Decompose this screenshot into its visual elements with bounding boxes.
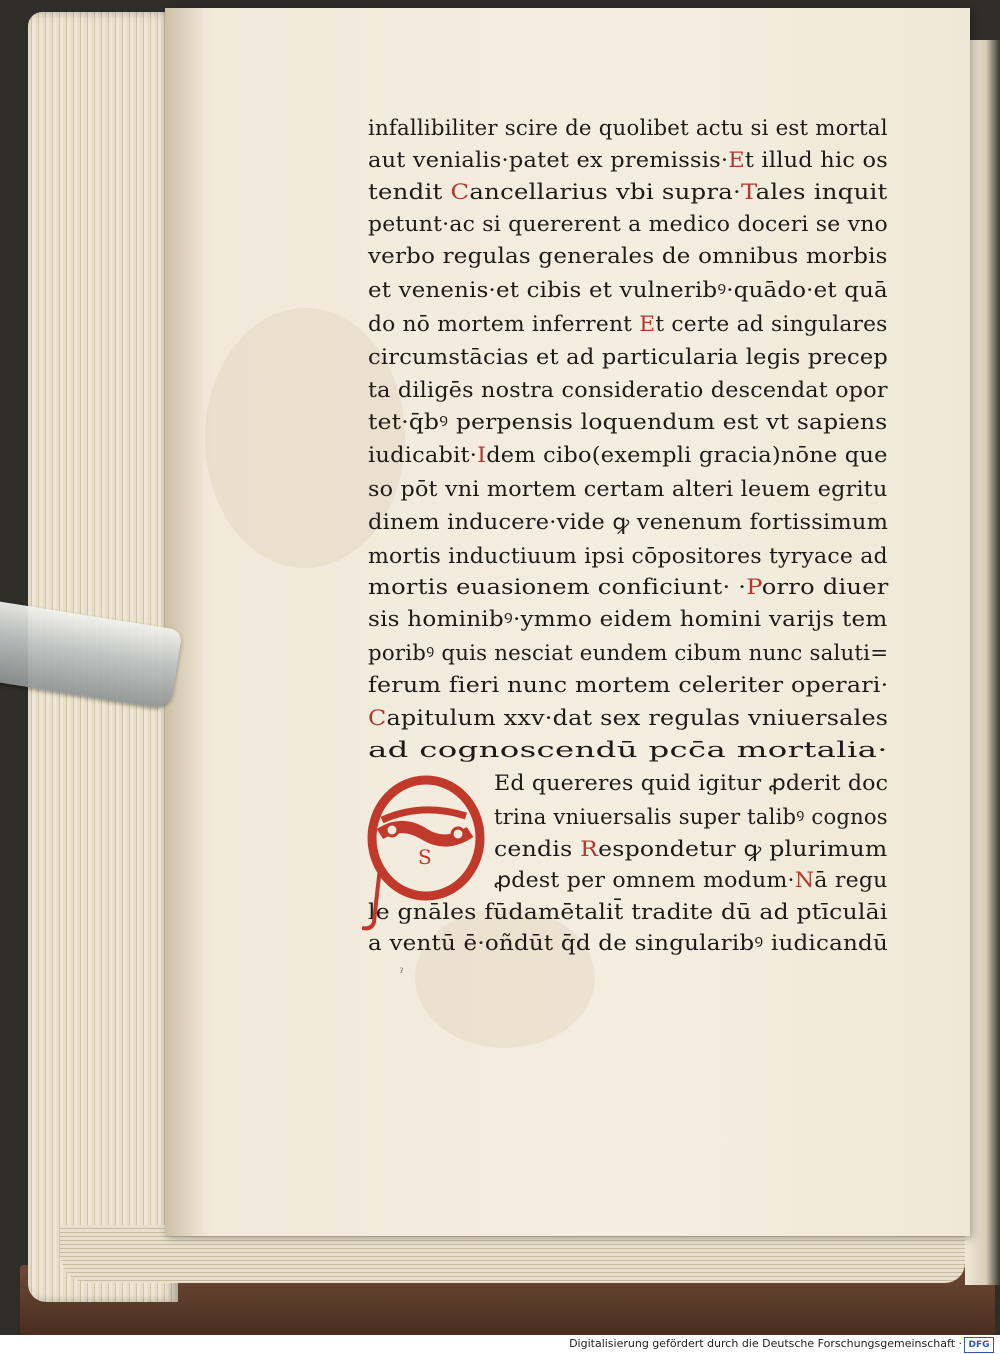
- text-line: Ed quereres quid igitur ꝓderit doc: [494, 771, 889, 795]
- text-line: tendit Cancellarius vbi supra·Tales inquit: [368, 180, 888, 204]
- page-mark: ˀ: [400, 966, 404, 980]
- text-line: verbo regulas generales de omnibus morbis: [368, 244, 888, 268]
- text-line: a ventū ē·oñdūt q̄d de singularibꝰ iudicandū: [368, 931, 889, 955]
- text-line: mortis inductiuum ipsi cōpositores tyryace ad: [368, 544, 888, 568]
- footer-credit: Digitalisierung gefördert durch die Deutsche Forschungsgemeinschaft ·: [569, 1337, 962, 1350]
- text-line: sis hominibꝰ·ymmo eidem homini varijs tem: [368, 607, 888, 631]
- text-line: ad cognoscendū pcc̄a mortalia·: [368, 738, 888, 762]
- text-line: iudicabit·Idem cibo(exempli gracia)nōne que: [368, 443, 888, 467]
- text-line: infallibiliter scire de quolibet actu si est mortal: [368, 116, 888, 140]
- text-line: aut venialis·patet ex premissis·Et illud hic os: [368, 148, 888, 172]
- text-line: do nō mortem inferrent Et certe ad singulares: [368, 312, 888, 336]
- text-line: cendis Respondetur ꝙ plurimum: [494, 837, 888, 861]
- text-line: et venenis·et cibis et vulneribꝰ·quādo·et quā: [368, 278, 888, 302]
- rubricated-initial-s-icon: [362, 772, 488, 932]
- text-line: ꝓdest per omnem modum·Nā regu: [494, 868, 888, 892]
- text-line: trina vniuersalis super talibꝰ cognos: [494, 805, 888, 829]
- text-line: mortis euasionem conficiunt· ·Porro diuer: [368, 575, 889, 599]
- text-line: ta diligēs nostra consideratio descendat opor: [368, 378, 888, 402]
- svg-text:S: S: [418, 845, 432, 869]
- text-line: poribꝰ quis nesciat eundem cibum nunc saluti=: [368, 641, 889, 665]
- text-line: ferum fieri nunc mortem celeriter operari·: [368, 673, 889, 697]
- text-line: petunt·ac si quererent a medico doceri se vno: [368, 212, 888, 236]
- text-line: tet·q̄bꝰ perpensis loquendum est vt sapiens: [368, 410, 888, 434]
- footer-bar: [0, 1335, 1000, 1354]
- dfg-logo-icon: DFG: [964, 1337, 994, 1353]
- text-line: so pōt vni mortem certam alteri leuem egritu: [368, 477, 888, 501]
- text-line: le gnāles fūdamētalit̄ tradite dū ad ptīculāi: [368, 900, 888, 924]
- text-line: dinem inducere·vide ꝙ venenum fortissimum: [368, 510, 889, 534]
- chapter-heading: Capitulum xxv·dat sex regulas vniuersales: [368, 706, 889, 730]
- page-edge-right: [965, 40, 1000, 1285]
- text-line: circumstācias et ad particularia legis precep: [368, 345, 889, 369]
